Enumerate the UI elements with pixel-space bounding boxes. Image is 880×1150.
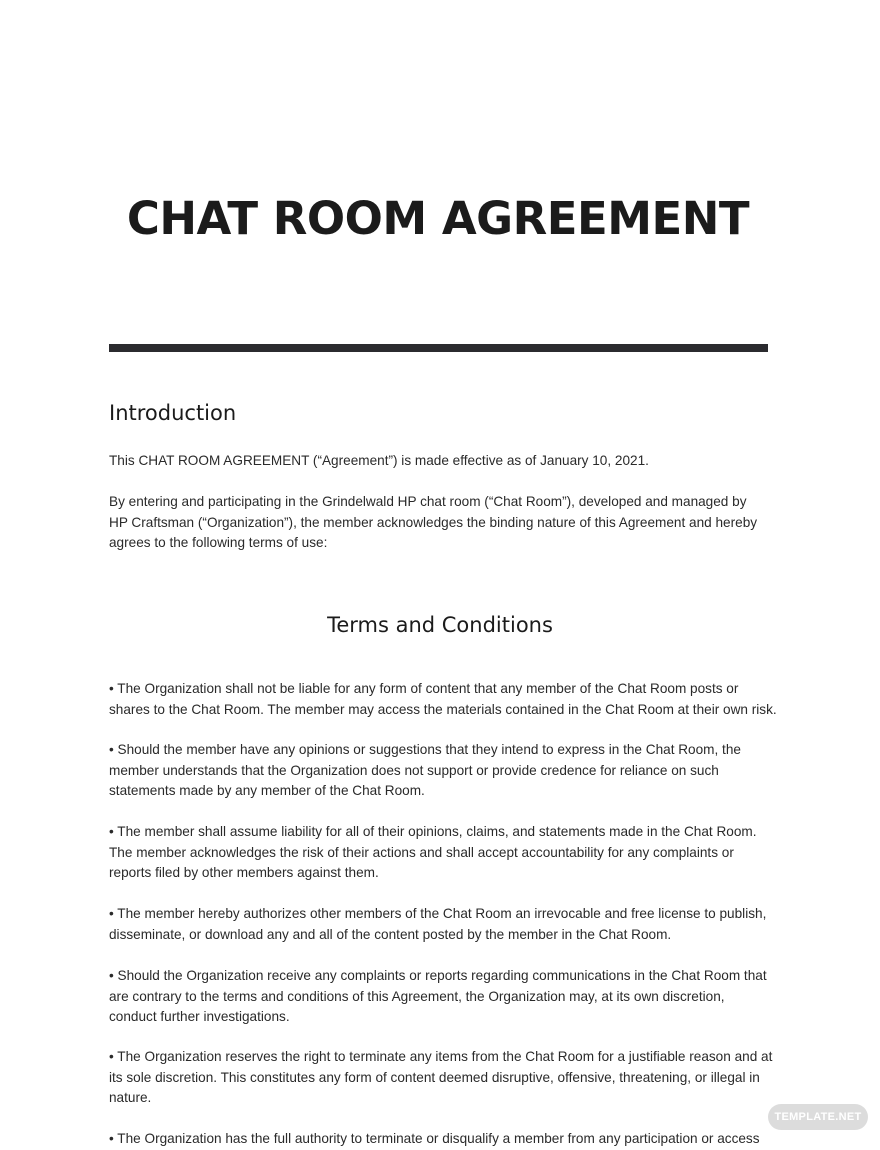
text-line: nature. — [109, 1090, 152, 1105]
text-line: By entering and participating in the Grindelwald HP chat room (“Chat Room”), developed and managed by — [109, 494, 747, 509]
terms-bullet — [109, 822, 809, 884]
text-line: statements made by any member of the Chat Room. — [109, 783, 425, 798]
intro-paragraph — [109, 451, 809, 472]
text-line: This CHAT ROOM AGREEMENT (“Agreement”) is made effective as of January 10, 2021. — [109, 453, 649, 468]
text-line: HP Craftsman (“Organization”), the member acknowledges the binding nature of this Agreement and hereby — [109, 514, 758, 530]
title-divider — [109, 344, 768, 352]
terms-bullet — [109, 740, 809, 802]
document-title: CHAT ROOM AGREEMENT — [126, 192, 750, 245]
intro-paragraph — [109, 492, 809, 554]
text-line: agrees to the following terms of use: — [109, 535, 328, 550]
template-net-watermark: TEMPLATE.NET — [768, 1104, 868, 1130]
text-line: shares to the Chat Room. The member may access the materials contained in the Chat Room at their own risk. — [109, 701, 777, 717]
terms-bullet — [109, 679, 809, 720]
text-line: • The Organization shall not be liable for any form of content that any member of the Chat Room posts or — [109, 681, 739, 696]
text-line: are contrary to the terms and conditions of this Agreement, the Organization may, at its own discretion, — [109, 988, 725, 1004]
text-line: conduct further investigations. — [109, 1009, 290, 1024]
text-line: its sole discretion. This constitutes any form of content deemed disruptive, offensive, threatening, or illegal in — [109, 1069, 760, 1085]
text-line: disseminate, or download any and all of the content posted by the member in the Chat Room. — [109, 926, 672, 942]
text-line: • The Organization reserves the right to terminate any items from the Chat Room for a justifiable reason and at — [109, 1049, 773, 1064]
terms-bullet — [109, 966, 809, 1028]
introduction-heading: Introduction — [109, 401, 237, 425]
terms-heading: Terms and Conditions — [327, 613, 553, 637]
text-line: reports filed by other members against them. — [109, 865, 379, 880]
text-line: • Should the member have any opinions or suggestions that they intend to express in the Chat Room, the — [109, 742, 741, 757]
text-line: • The member hereby authorizes other members of the Chat Room an irrevocable and free license to publish, — [109, 906, 767, 921]
terms-bullet — [109, 904, 809, 945]
text-line: The member acknowledges the risk of their actions and shall accept accountability for any complaints or — [109, 844, 734, 860]
text-line: • Should the Organization receive any complaints or reports regarding communications in the Chat Room that — [109, 968, 767, 983]
terms-bullet — [109, 1047, 809, 1109]
terms-bullet — [109, 1129, 809, 1150]
text-line: member understands that the Organization does not support or provide credence for reliance on such — [109, 762, 719, 778]
text-line: • The member shall assume liability for all of their opinions, claims, and statements made in the Chat Room. — [109, 824, 757, 839]
text-line: • The Organization has the full authority to terminate or disqualify a member from any participation or access — [109, 1131, 760, 1146]
